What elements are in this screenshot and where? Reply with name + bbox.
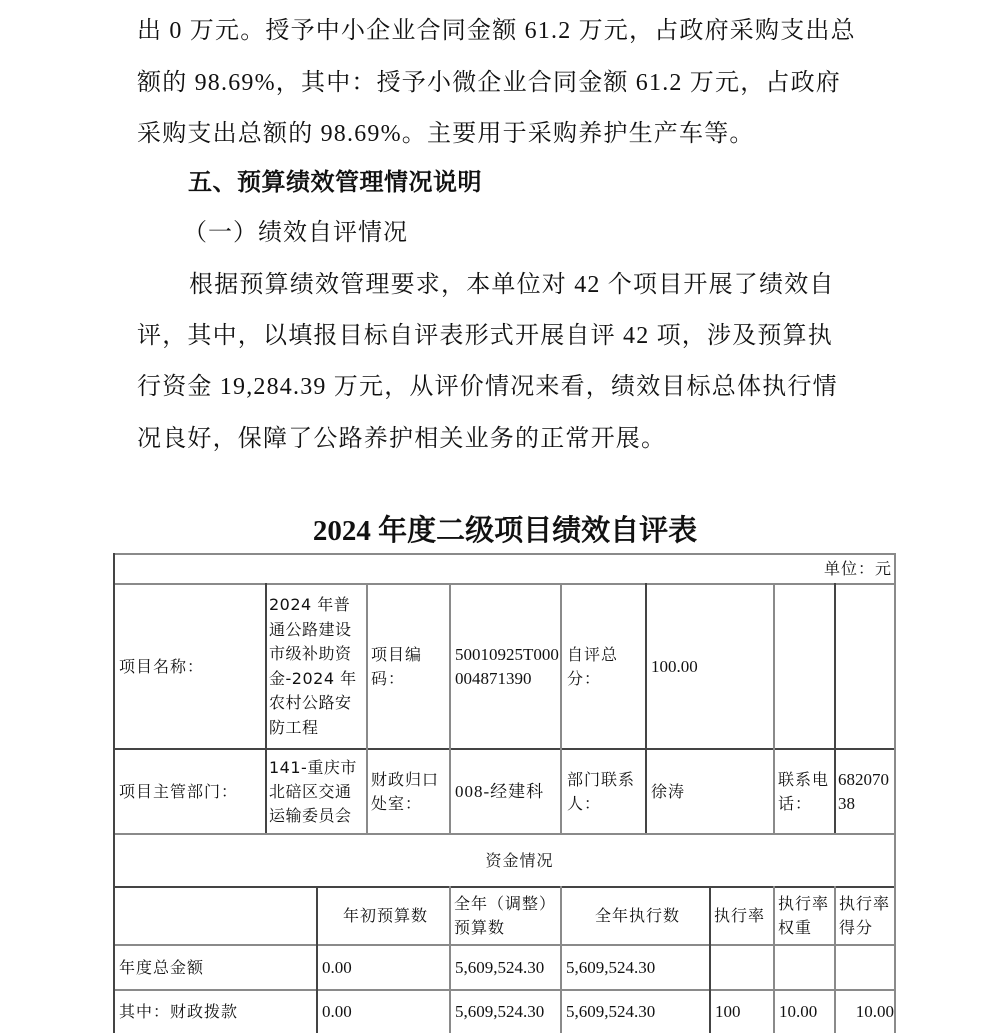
project-code-label: 项目编码： bbox=[371, 644, 423, 688]
project-name-value: 2024 年普通公路建设市级补助资金-2024 年农村公路安防工程 bbox=[269, 595, 357, 737]
fund-row-weight: 10.00 bbox=[779, 1002, 818, 1021]
fund-header-score: 执行率得分 bbox=[839, 894, 891, 937]
phone-label: 联系电话： bbox=[778, 769, 830, 813]
fund-row-score: 10.00 bbox=[855, 1002, 894, 1021]
dept-value: 141-重庆市北碚区交通运输委员会 bbox=[269, 757, 357, 825]
fund-row-label: 年度总金额 bbox=[119, 957, 205, 977]
section-heading: 五、预算绩效管理情况说明 bbox=[188, 168, 482, 196]
finance-office-text: 008-经建科 bbox=[455, 781, 545, 801]
fund-row-executed: 5,609,524.30 bbox=[566, 957, 656, 977]
fund-row-rate: 100 bbox=[715, 1002, 741, 1021]
text-line: 出 0 万元。授予中小企业合同金额 61.2 万元，占政府采购支出总 bbox=[137, 18, 856, 44]
self-score-value: 100.00 bbox=[651, 656, 698, 676]
finance-office-value bbox=[451, 750, 560, 833]
fund-row-label: 其中：财政拨款 bbox=[119, 1002, 239, 1021]
funds-section-header: 资金情况 bbox=[485, 850, 554, 870]
project-code-value: 50010925T000004871390 bbox=[455, 644, 559, 688]
fund-header-rate: 执行率 bbox=[714, 906, 766, 925]
fund-row-score bbox=[836, 946, 894, 989]
text-line: 行资金 19,284.39 万元，从评价情况来看，绩效目标总体执行情 bbox=[137, 374, 838, 400]
contact-value: 徐涛 bbox=[651, 781, 686, 801]
subsection-heading: （一）绩效自评情况 bbox=[183, 220, 408, 246]
text-line: 额的 98.69%，其中：授予小微企业合同金额 61.2 万元，占政府 bbox=[137, 70, 841, 96]
fund-header-blank bbox=[115, 888, 316, 944]
fund-header-executed: 全年执行数 bbox=[594, 906, 680, 925]
project-name-label: 项目名称： bbox=[119, 656, 205, 676]
fund-row-initial: 0.00 bbox=[322, 957, 352, 977]
text-line: 评，其中，以填报目标自评表形式开展自评 42 项，涉及预算执 bbox=[137, 323, 833, 349]
fund-header-initial: 年初预算数 bbox=[342, 906, 428, 925]
self-score-label: 自评总分： bbox=[567, 644, 619, 688]
finance-office-label: 财政归口处室： bbox=[371, 769, 440, 813]
dept-label: 项目主管部门： bbox=[119, 781, 239, 801]
fund-row-initial: 0.00 bbox=[322, 1002, 352, 1021]
table-unit: 单位：元 bbox=[823, 559, 892, 578]
fund-header-adjusted: 全年（调整）预算数 bbox=[454, 894, 557, 937]
fund-row-weight bbox=[775, 946, 834, 989]
table-border-right bbox=[894, 553, 896, 1033]
fund-header-weight: 执行率权重 bbox=[778, 894, 830, 937]
fund-row-rate bbox=[711, 946, 773, 989]
text-line: 根据预算绩效管理要求，本单位对 42 个项目开展了绩效自 bbox=[189, 272, 835, 298]
contact-label: 部门联系人： bbox=[567, 769, 636, 813]
text-line: 况良好，保障了公路养护相关业务的正常开展。 bbox=[137, 426, 667, 452]
phone-value: 68207038 bbox=[838, 769, 889, 813]
text-line: 采购支出总额的 98.69%。主要用于采购养护生产车等。 bbox=[137, 121, 755, 147]
fund-row-adjusted: 5,609,524.30 bbox=[455, 1002, 545, 1021]
fund-row-adjusted: 5,609,524.30 bbox=[455, 957, 545, 977]
table-title: 2024 年度二级项目绩效自评表 bbox=[312, 515, 698, 547]
fund-row-executed: 5,609,524.30 bbox=[566, 1002, 656, 1021]
